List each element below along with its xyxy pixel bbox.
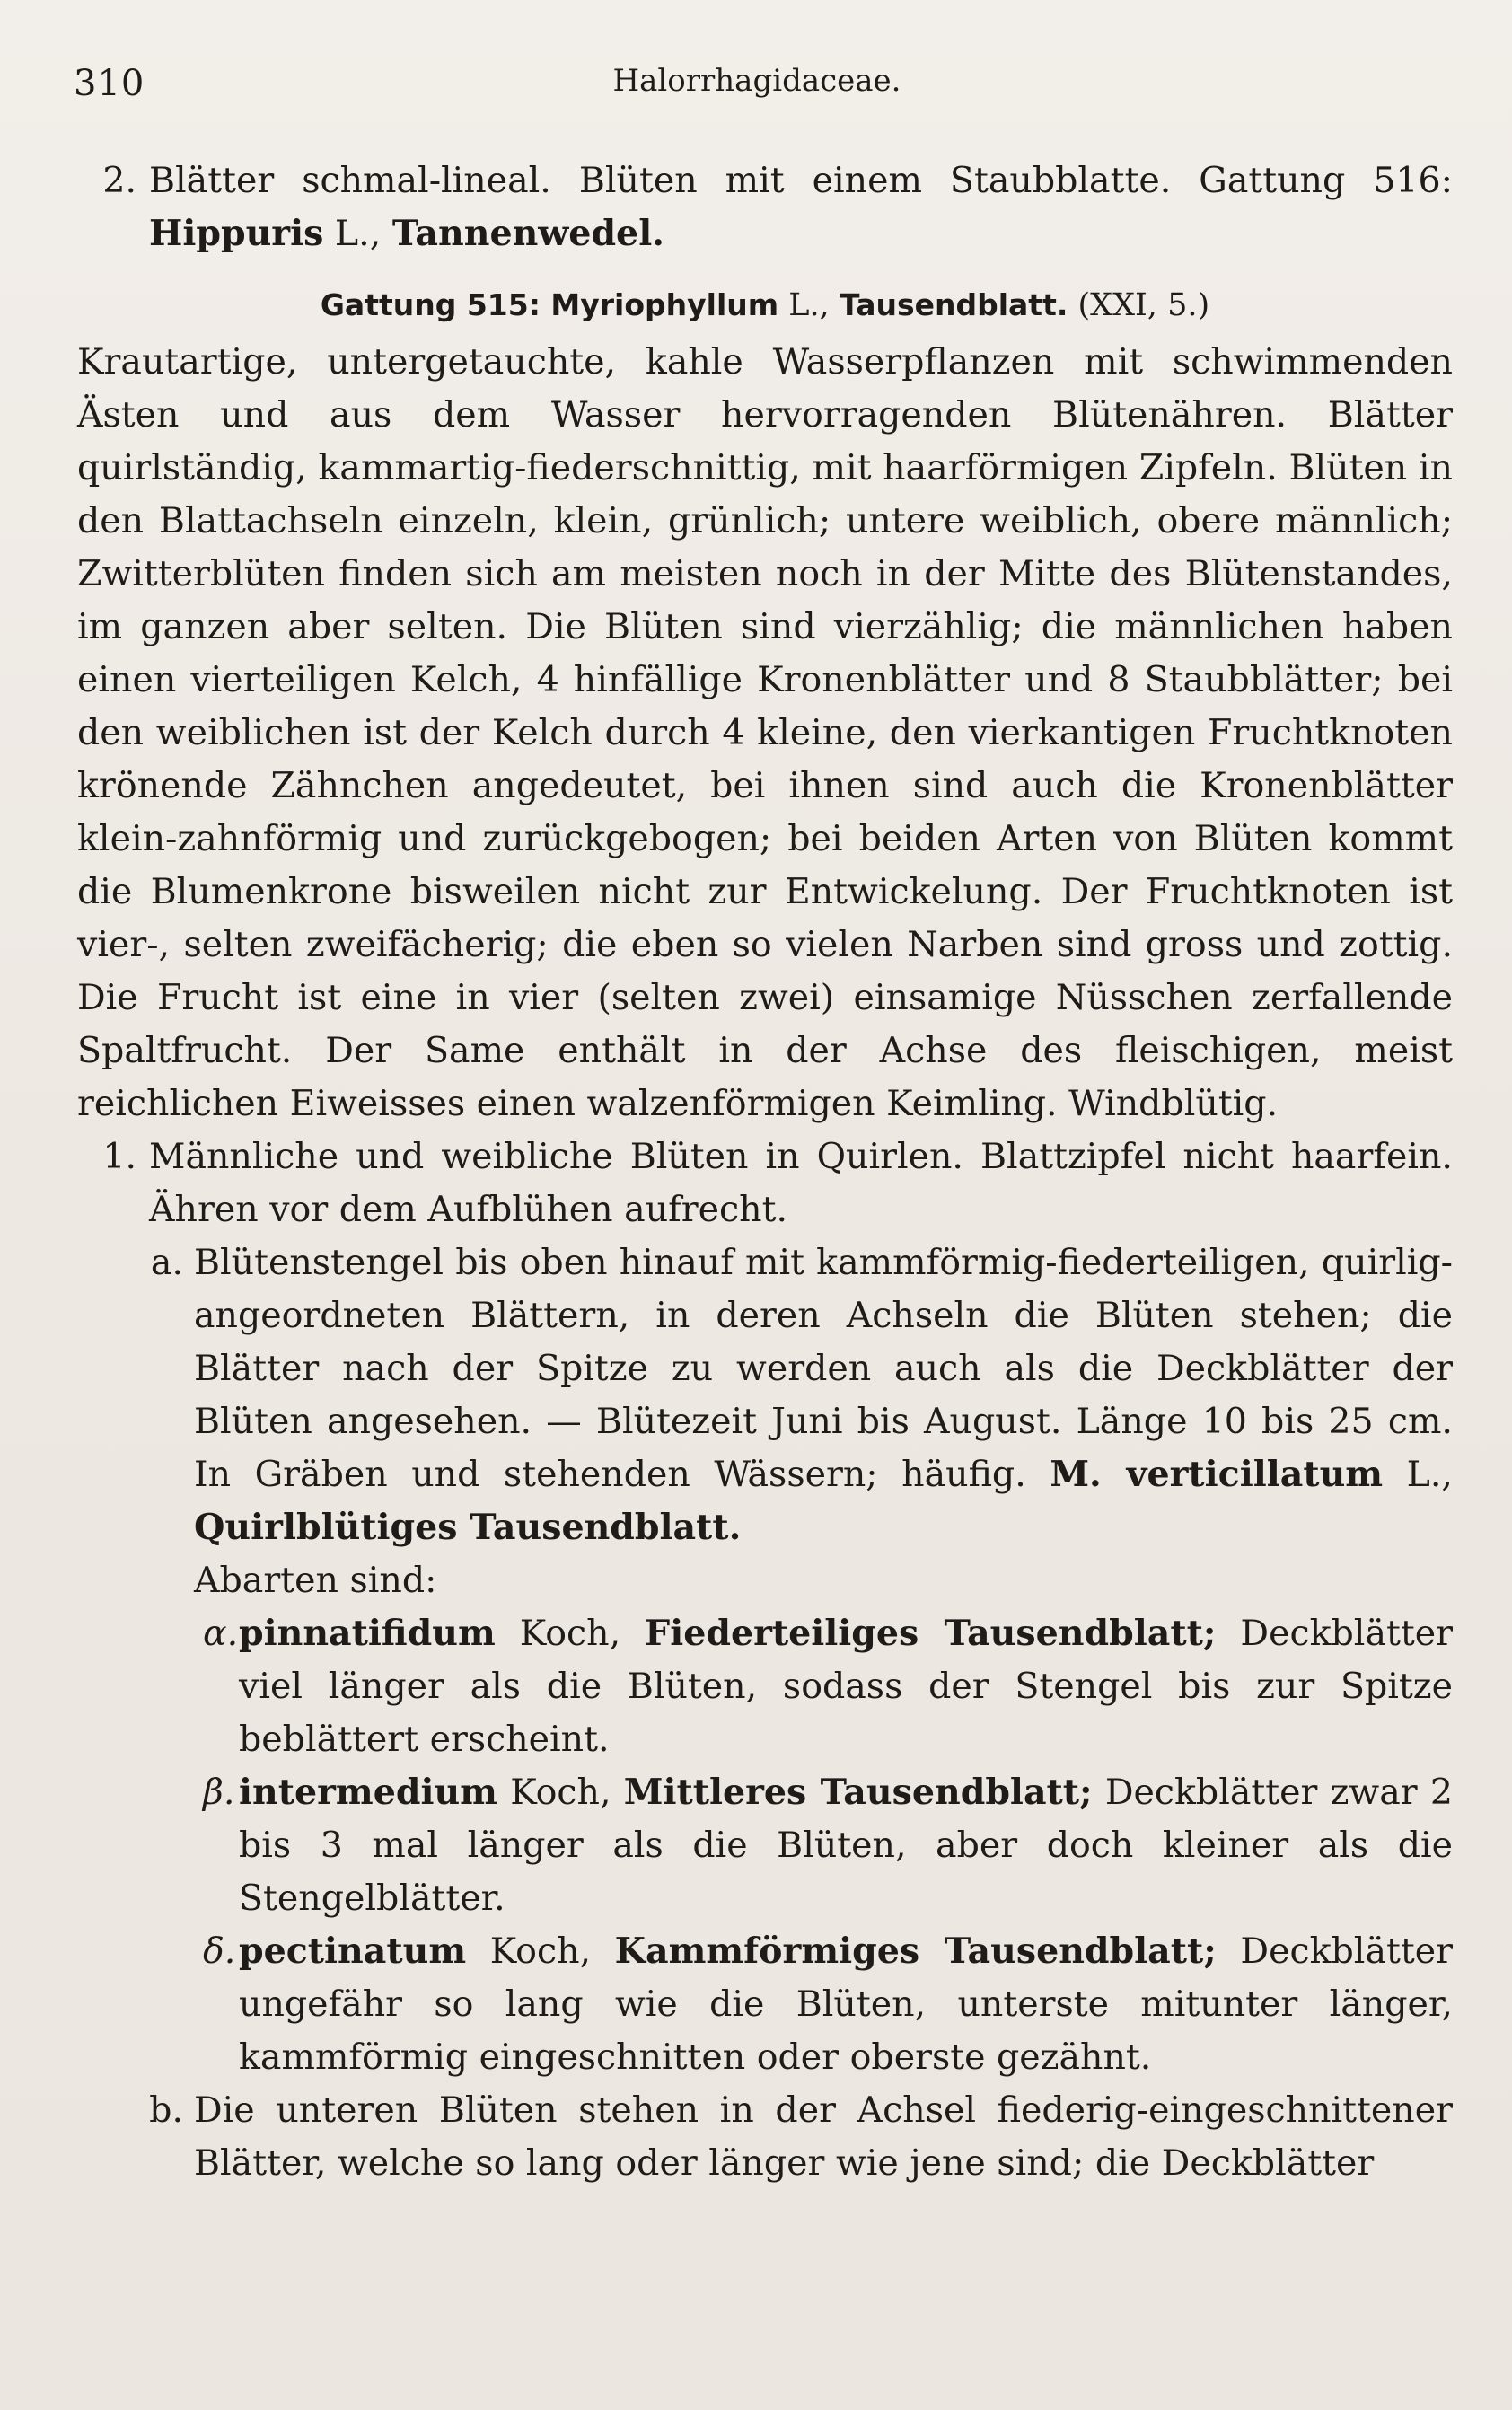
genus-common-name: Tannenwedel. (391, 213, 664, 254)
variety-item (77, 1607, 1453, 1766)
variety-description: Deckblätter zwar 2 bis 3 mal länger als die Blüten, aber doch kleiner als die Stengelblätter. (239, 1772, 1453, 1919)
variety-common-name: Mittleres Tausendblatt; (623, 1772, 1093, 1813)
variety-description: Deckblätter ungefähr so lang wie die Blüten, unterste mitunter länger, kammförmig eingeschnitten oder oberste gezähnt. (239, 1931, 1453, 2078)
key-text (149, 154, 1453, 260)
key-text: Männliche und weibliche Blüten in Quirlen. Blattzipfel nicht haarfein. Ähren vor dem Aufblühen aufrecht. (149, 1136, 1453, 1230)
variety-common-name: Fiederteiliges Tausendblatt; (645, 1613, 1217, 1654)
variety-text (239, 1766, 1453, 1925)
variety-marker: β. (203, 1772, 235, 1813)
page-header (74, 63, 1440, 108)
genus-heading (77, 278, 1453, 332)
variety-text (239, 1925, 1453, 2084)
variety-text (239, 1607, 1453, 1766)
key-item-b (77, 2084, 1453, 2190)
species-name: M. verticillatum (1050, 1454, 1384, 1495)
variety-marker: δ. (203, 1931, 236, 1972)
varieties-intro: Abarten sind: (194, 1560, 437, 1601)
running-head: Halorrhagidaceae. (612, 63, 901, 99)
key-letter: a. (150, 1242, 183, 1283)
key-number: 2. (102, 160, 136, 201)
variety-item (77, 1766, 1453, 1925)
genus-heading-common: Tausendblatt. (839, 287, 1068, 322)
page-number: 310 (74, 63, 145, 104)
key-item-2 (77, 154, 1453, 260)
variety-common-name: Kammförmiges Tausendblatt; (614, 1931, 1217, 1972)
variety-author: Koch, (519, 1613, 621, 1654)
key-text: Die unteren Blüten stehen in der Achsel fiederig-eingeschnittener Blätter, welche so lang oder länger wie jene sind; die Deckblätter (194, 2089, 1453, 2184)
variety-name: pectinatum (239, 1931, 467, 1972)
genus-heading-note: (XXI, 5.) (1077, 287, 1210, 323)
genus-author: L., (334, 213, 382, 254)
key-number: 1. (102, 1136, 136, 1177)
genus-heading-author: L., (788, 287, 830, 323)
genus-description: Krautartige, untergetauchte, kahle Wasserpflanzen mit schwimmenden Ästen und aus dem Wasser hervorragenden Blütenähren. Blätter quirlständig, kammartig-fiederschnittig, mit haarförmigen Zipfeln. Blüten in den Blattachseln einzeln, klein, grünlich; untere weiblich, obere männlich; Zwitterblüten finden sich am meisten noch in der Mitte des Blütenstandes, im ganzen aber selten. Die Blüten sind vierzählig; die männlichen haben einen vierteiligen Kelch, 4 hinfällige Kronenblätter und 8 Staubblätter; bei den weiblichen ist der Kelch durch 4 kleine, den vierkantigen Fruchtknoten krönende Zähnchen angedeutet, bei ihnen sind auch die Kronenblätter klein-zahnförmig und zurückgebogen; bei beiden Arten von Blüten kommt die Blumenkrone bisweilen nicht zur Entwickelung. Der Fruchtknoten ist vier-, selten zweifächerig; die eben so vielen Narben sind gross und zottig. Die Frucht ist eine in vier (selten zwei) einsamige Nüsschen zerfallende Spaltfrucht. Der Same enthält in der Achse des fleischigen, meist reichlichen Eiweisses einen walzenförmigen Keimling. Windblütig. (77, 341, 1453, 1124)
genus-heading-label: Gattung 515: Myriophyllum (320, 287, 779, 322)
genus-name: Hippuris (149, 213, 324, 254)
variety-author: Koch, (489, 1931, 592, 1972)
variety-description: Deckblätter viel länger als die Blüten, sodass der Stengel bis zur Spitze beblättert erscheint. (239, 1613, 1453, 1760)
variety-name: intermedium (239, 1772, 497, 1813)
variety-item (77, 1925, 1453, 2084)
key-item-1 (77, 1130, 1453, 1236)
variety-author: Koch, (510, 1772, 611, 1813)
varieties-intro-row (77, 1554, 1453, 1607)
species-common-name: Quirlblütiges Tausendblatt. (194, 1507, 742, 1548)
variety-marker: α. (203, 1613, 239, 1654)
key-description: Blätter schmal-lineal. Blüten mit einem Staubblatte. Gattung 516: (149, 160, 1453, 201)
species-author: L., (1406, 1454, 1453, 1495)
variety-name: pinnatifidum (239, 1613, 496, 1654)
key-item-a (77, 1236, 1453, 1554)
page-body (77, 154, 1453, 2190)
key-text (194, 1236, 1453, 1554)
key-letter: b. (149, 2089, 183, 2131)
key-description: Blütenstengel bis oben hinauf mit kammförmig-fiederteiligen, quirlig-angeordneten Blättern, in deren Achseln die Blüten stehen; die Blätter nach der Spitze zu werden auch als die Deckblätter der Blüten angesehen. — Blütezeit Juni bis August. Länge 10 bis 25 cm. In Gräben und stehenden Wässern; häufig. (194, 1242, 1453, 1495)
